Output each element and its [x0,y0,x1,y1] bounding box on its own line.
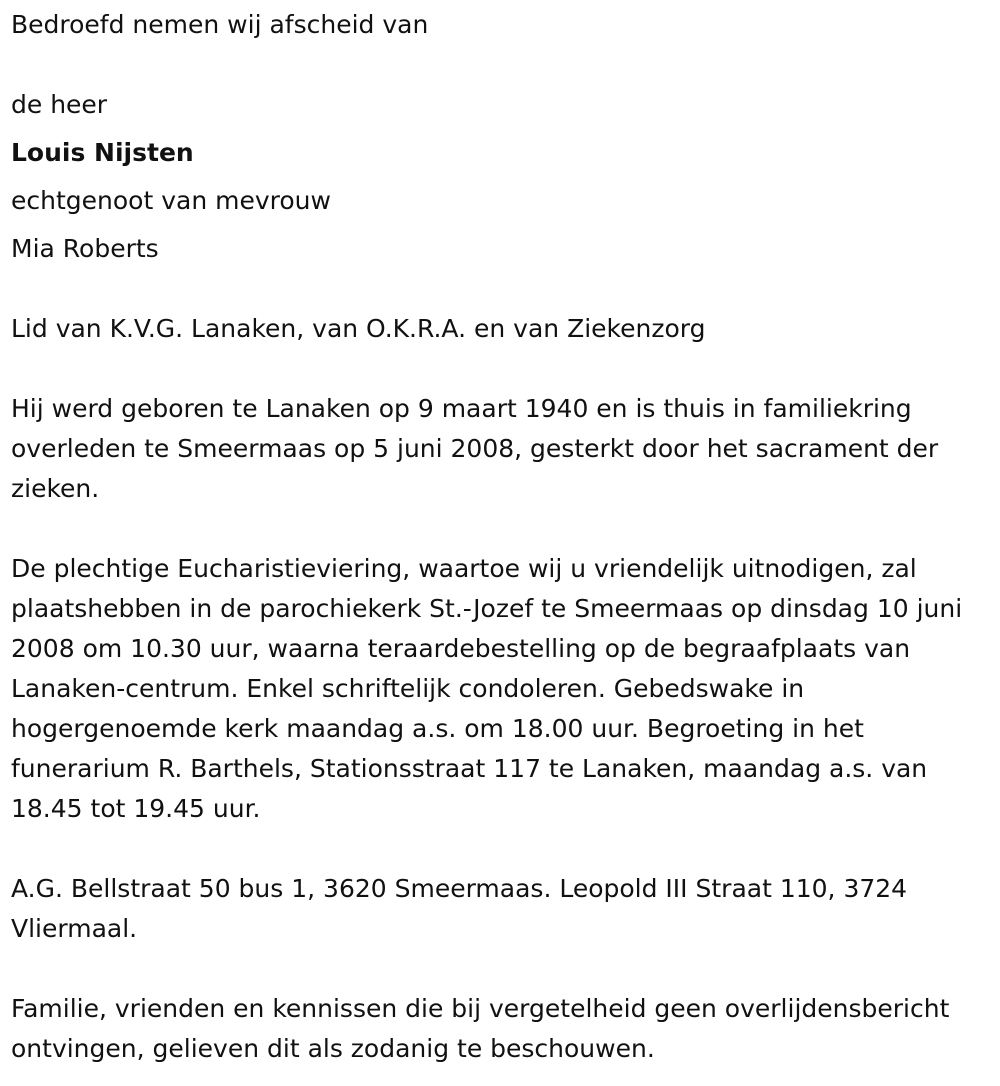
deceased-name: Louis Nijsten [11,138,194,167]
intro-text: Bedroefd nemen wij afscheid van [11,10,429,39]
spouse-name: Mia Roberts [11,234,159,263]
closing-paragraph: Familie, vrienden en kennissen die bij vergetelheid geen overlijdensbericht ontvingen, gelieven dit als zodanig te beschouwen. [11,994,950,1063]
membership-paragraph: Lid van K.V.G. Lanaken, van O.K.R.A. en van Ziekenzorg [11,314,706,343]
funeral-paragraph: De plechtige Eucharistieviering, waartoe wij u vriendelijk uitnodigen, zal plaatshebben in de parochiekerk St.-Jozef te Smeermaas op dinsdag 10 juni 2008 om 10.30 uur, waarna teraardebestelling op de begraafplaats van Lanaken-centrum. Enkel schriftelijk condoleren. Gebedswake in hogergenoemde kerk maandag a.s. om 18.00 uur. Begroeting in het funerarium R. Barthels, Stationsstraat 117 te Lanaken, maandag a.s. van 18.45 tot 19.45 uur. [11,554,963,823]
title-prefix: de heer [11,90,108,119]
addresses-paragraph: A.G. Bellstraat 50 bus 1, 3620 Smeermaas. Leopold III Straat 110, 3724 Vliermaal. [11,874,908,943]
obituary-notice [11,5,976,1069]
spouse-label: echtgenoot van mevrouw [11,186,331,215]
birth-death-paragraph: Hij werd geboren te Lanaken op 9 maart 1940 en is thuis in familiekring overleden te Smeermaas op 5 juni 2008, gesterkt door het sacrament der zieken. [11,394,939,503]
